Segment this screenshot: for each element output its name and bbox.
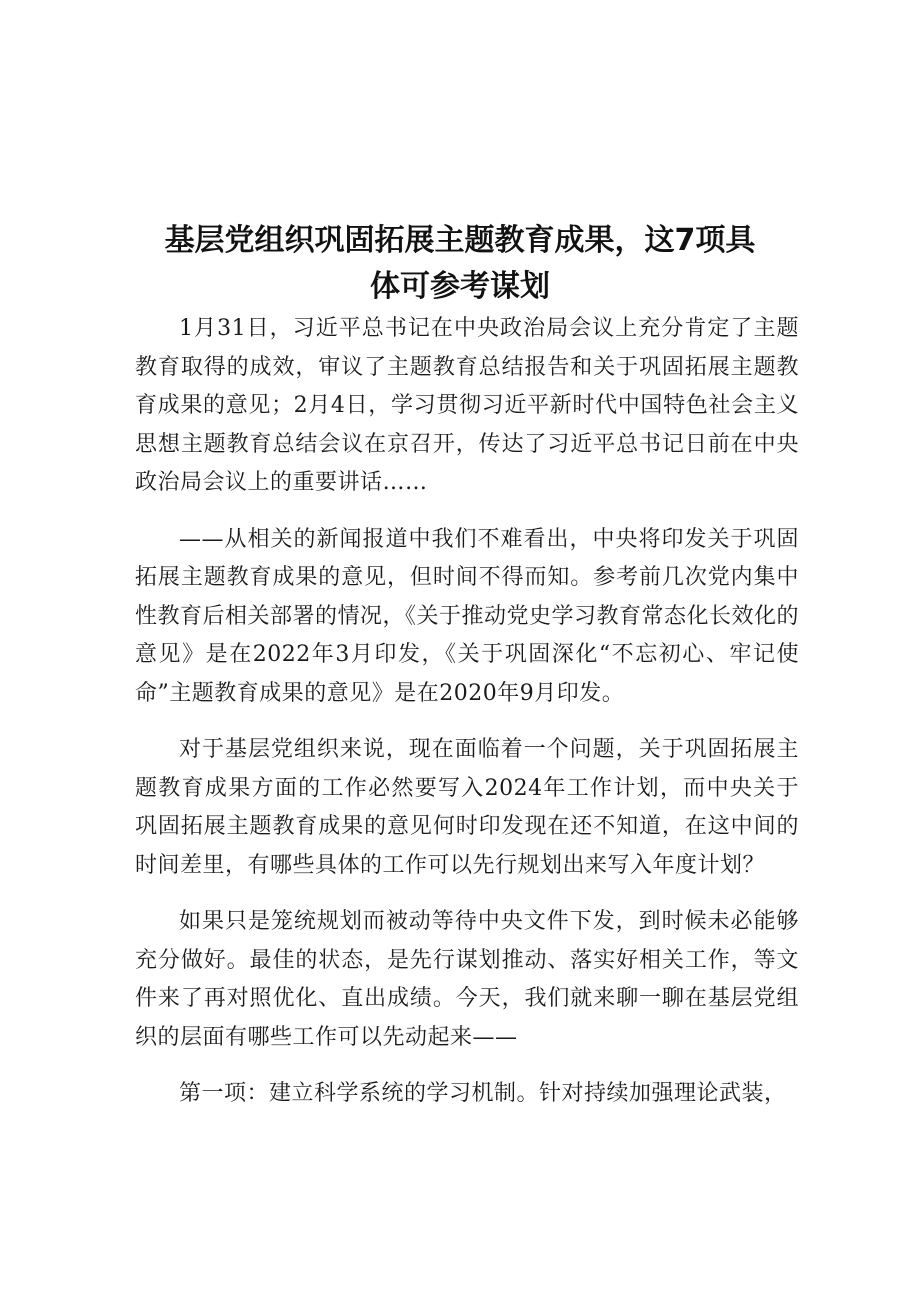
paragraph-3: 对于基层党组织来说，现在面临着一个问题，关于巩固拓展主题教育成果方面的工作必然要写入2024年工作计划，而中央关于巩固拓展主题教育成果的意见何时印发现在还不知道，在这中间的时间差里，有哪些具体的工作可以先行规划出来写入年度计划？: [135, 737, 799, 878]
paragraph-1: 1月31日，习近平总书记在中央政治局会议上充分肯定了主题教育取得的成效，审议了主题教育总结报告和关于巩固拓展主题教育成果的意见；2月4日，学习贯彻习近平新时代中国特色社会主义思想主题教育总结会议在京召开，传达了习近平总书记日前在中央政治局会议上的重要讲话……: [135, 316, 799, 495]
paragraph-5: 第一项：建立科学系统的学习机制。针对持续加强理论武装，: [179, 1081, 787, 1106]
paragraph-2: ——从相关的新闻报道中我们不难看出，中央将印发关于巩固拓展主题教育成果的意见，但时间不得而知。参考前几次党内集中性教育后相关部署的情况，《关于推动党史学习教育常态化长效化的意见》是在2022年3月印发，《关于巩固深化“不忘初心、牢记使命”主题教育成果的意见》是在2020年9月印发。: [135, 526, 800, 706]
document-body: [135, 310, 799, 1132]
title-line-1: 基层党组织巩固拓展主题教育成果，这7项具: [164, 223, 756, 258]
title-line-2: 体可参考谋划: [370, 269, 550, 304]
paragraph-4: 如果只是笼统规划而被动等待中央文件下发，到时候未必能够充分做好。最佳的状态，是先行谋划推动、落实好相关工作，等文件来了再对照优化、直出成绩。今天，我们就来聊一聊在基层党组织的层面有哪些工作可以先动起来——: [135, 909, 799, 1050]
document-title: [130, 218, 790, 310]
